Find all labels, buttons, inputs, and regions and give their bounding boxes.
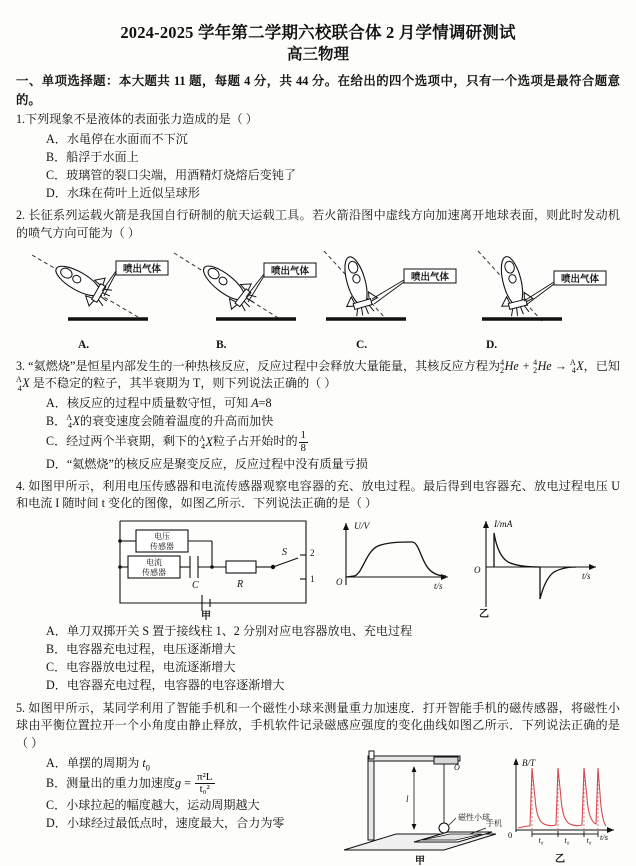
- svg-text:电压: 电压: [154, 532, 170, 542]
- question-5-figure: [336, 746, 626, 864]
- svg-text:R: R: [237, 579, 244, 591]
- svg-text:喷出气体: 喷出气体: [560, 273, 600, 285]
- rocket-option-a: [32, 254, 168, 318]
- option-5b: B．测量出的重力加速度g = $\frac{\text{π²L}}{\text{t₀²}}$: [46, 770, 213, 796]
- svg-text:l: l: [406, 793, 409, 804]
- svg-text:S: S: [282, 547, 287, 559]
- svg-text:t/s: t/s: [600, 831, 609, 842]
- option-1a: A．水黾停在水面而不下沉: [46, 131, 188, 146]
- graph-current: [483, 521, 596, 607]
- question-5-text: 如图甲所示，某同学利用了智能手机和一个磁性小球来测量重力加速度．打开智能手机的磁传感器，将磁性小球由平衡位置拉开一个小角度由静止释放，手机软件记录磁感应强度的变化曲线如图乙所示．下列说法正确的是（ ）: [16, 700, 620, 750]
- plus-sign: +: [521, 358, 530, 373]
- option-3a: A．核反应的过程中质量数守恒，可知 A=8: [46, 395, 272, 410]
- svg-text:喷出气体: 喷出气体: [410, 271, 450, 283]
- option-4d: D．电容器充电过程，电容器的电容逐渐增大: [46, 678, 285, 693]
- svg-text:传感器: 传感器: [142, 568, 166, 578]
- rocket-option-d: [478, 251, 606, 321]
- magnetic-peaks: [518, 768, 606, 828]
- fraction-g-formula: $\frac{\text{π²L}}{\text{t₀²}}$: [196, 770, 213, 796]
- svg-text:传感器: 传感器: [150, 542, 174, 552]
- svg-text:t/s: t/s: [582, 571, 591, 582]
- arrow-icon: →: [554, 358, 567, 373]
- question-3-number: 3.: [16, 358, 26, 373]
- svg-text:t₀: t₀: [564, 835, 570, 845]
- option-3d: D．“氦燃烧”的核反应是聚变反应，反应过程中没有质量亏损: [46, 456, 368, 471]
- svg-text:1: 1: [310, 574, 315, 585]
- nuclide-x-1: A 4X: [569, 357, 584, 375]
- rocket-label-d: D.: [486, 338, 498, 351]
- question-4-number: 4.: [16, 478, 26, 493]
- question-2-stem: [16, 207, 620, 242]
- option-5c: C．小球拉起的幅度越大，运动周期越大: [46, 797, 260, 812]
- nuclide-helium-2: 4 2He: [533, 357, 552, 375]
- svg-text:O: O: [454, 762, 460, 772]
- question-1-options: [16, 130, 620, 203]
- svg-text:0: 0: [508, 829, 513, 840]
- rocket-label-b: B.: [216, 338, 227, 351]
- question-2-figure: [16, 247, 620, 339]
- option-5a: A．单摆的周期为 $t_0$: [46, 755, 150, 772]
- question-3-options: [16, 394, 620, 473]
- svg-text:2: 2: [310, 548, 315, 559]
- rocket-option-c: [324, 251, 456, 319]
- question-2-text: 长征系列运载火箭是我国自行研制的航天运载工具。若火箭沿图中虚线方向加速离开地球表面，则此时发动机的喷气方向可能为（ ）: [16, 208, 620, 240]
- option-1d: D．水珠在荷叶上近似呈球形: [46, 186, 200, 201]
- svg-text:甲: 甲: [201, 611, 211, 622]
- svg-text:乙: 乙: [555, 853, 565, 865]
- option-4a: A．单刀双掷开关 S 置于接线柱 1、2 分别对应电容器放电、充电过程: [46, 624, 413, 639]
- graph-voltage: [343, 523, 448, 585]
- question-2-number: 2.: [16, 208, 26, 223]
- question-3-stem: [16, 358, 620, 393]
- svg-text:乙: 乙: [479, 609, 489, 621]
- option-3c: C．经过两个半衰期，剩下的A 4X粒子占开始时的 $\frac{1}{8}$: [46, 429, 307, 455]
- rocket-label-a: A.: [78, 338, 90, 351]
- svg-text:C: C: [192, 580, 199, 592]
- svg-text:电流: 电流: [146, 558, 162, 568]
- question-4-text: 如图甲所示，利用电压传感器和电流传感器观察电容器的充、放电过程。最后得到电容器充、放电过程电压 U 和电流 I 随时间 t 变化的图像，如图乙所示．下列说法正确的是（ ）: [16, 478, 620, 511]
- option-4b: B．电容器充电过程，电压逐渐增大: [46, 642, 236, 657]
- svg-text:t₀: t₀: [538, 835, 544, 845]
- pendulum-apparatus: [344, 751, 496, 850]
- option-4c: C．电容器放电过程，电流逐渐增大: [46, 660, 236, 675]
- graph-magnetic-field: [513, 758, 614, 833]
- question-1-number: 1.: [16, 112, 26, 127]
- question-4-options: [16, 622, 620, 695]
- question-3-text-pre: “氦燃烧”是恒星内部发生的一种热核反应，反应过程中会释放大量能量，其核反应方程为: [28, 358, 501, 373]
- svg-text:O: O: [474, 565, 481, 576]
- question-1-stem: [16, 111, 620, 129]
- svg-text:t/s: t/s: [434, 581, 443, 592]
- rocket-option-b: [174, 253, 316, 319]
- page-subtitle: 高三物理: [286, 46, 349, 64]
- rocket-label-c: C.: [356, 338, 368, 351]
- option-1b: B．船浮于水面上: [46, 149, 139, 164]
- svg-text:I/mA: I/mA: [494, 520, 513, 531]
- page-title: 2024-2025 学年第二学期六校联合体 2 月学情调研测试: [120, 23, 516, 42]
- question-1-text: 下列现象不是液体的表面张力造成的是（ ）: [25, 112, 258, 127]
- svg-text:B/T: B/T: [522, 757, 536, 768]
- option-5d: D．小球经过最低点时，速度最大，合力为零: [46, 815, 285, 830]
- svg-text:t₀: t₀: [586, 835, 592, 845]
- svg-text:喷出气体: 喷出气体: [270, 265, 310, 277]
- nuclide-x-2: A 4X: [16, 375, 30, 393]
- nuclide-helium-1: 4 2He: [500, 357, 519, 375]
- svg-text:甲: 甲: [415, 855, 425, 866]
- option-3b: B．A 4X的衰变速度会随着温度的升高而加快: [46, 413, 274, 431]
- svg-text:O: O: [336, 577, 343, 588]
- svg-text:喷出气体: 喷出气体: [122, 263, 162, 275]
- fraction-one-eighth: $\frac{1}{8}$: [300, 429, 307, 455]
- question-3-text-post: 是不稳定的粒子，其半衰期为 T，则下列说法正确的（ ）: [32, 376, 337, 391]
- svg-text:U/V: U/V: [354, 522, 370, 533]
- question-4-stem: [16, 478, 620, 513]
- peak-guidelines: [532, 768, 598, 830]
- option-1c: C．玻璃管的裂口尖端，用酒精灯烧熔后变钝了: [46, 168, 296, 183]
- question-5-number: 5.: [16, 700, 26, 715]
- svg-text:手机: 手机: [486, 818, 502, 828]
- question-4-figure: [16, 515, 620, 621]
- svg-text:磁性小球: 磁性小球: [458, 812, 490, 822]
- question-5-options: [16, 754, 346, 833]
- section-heading: 一、单项选择题：本大题共 11 题，每题 4 分，共 44 分。在给出的四个选项中，只有一个选项是最符合题意的。: [16, 74, 620, 107]
- question-3-text-mid: ，已知: [583, 358, 621, 373]
- question-2-choice-labels: [16, 339, 620, 353]
